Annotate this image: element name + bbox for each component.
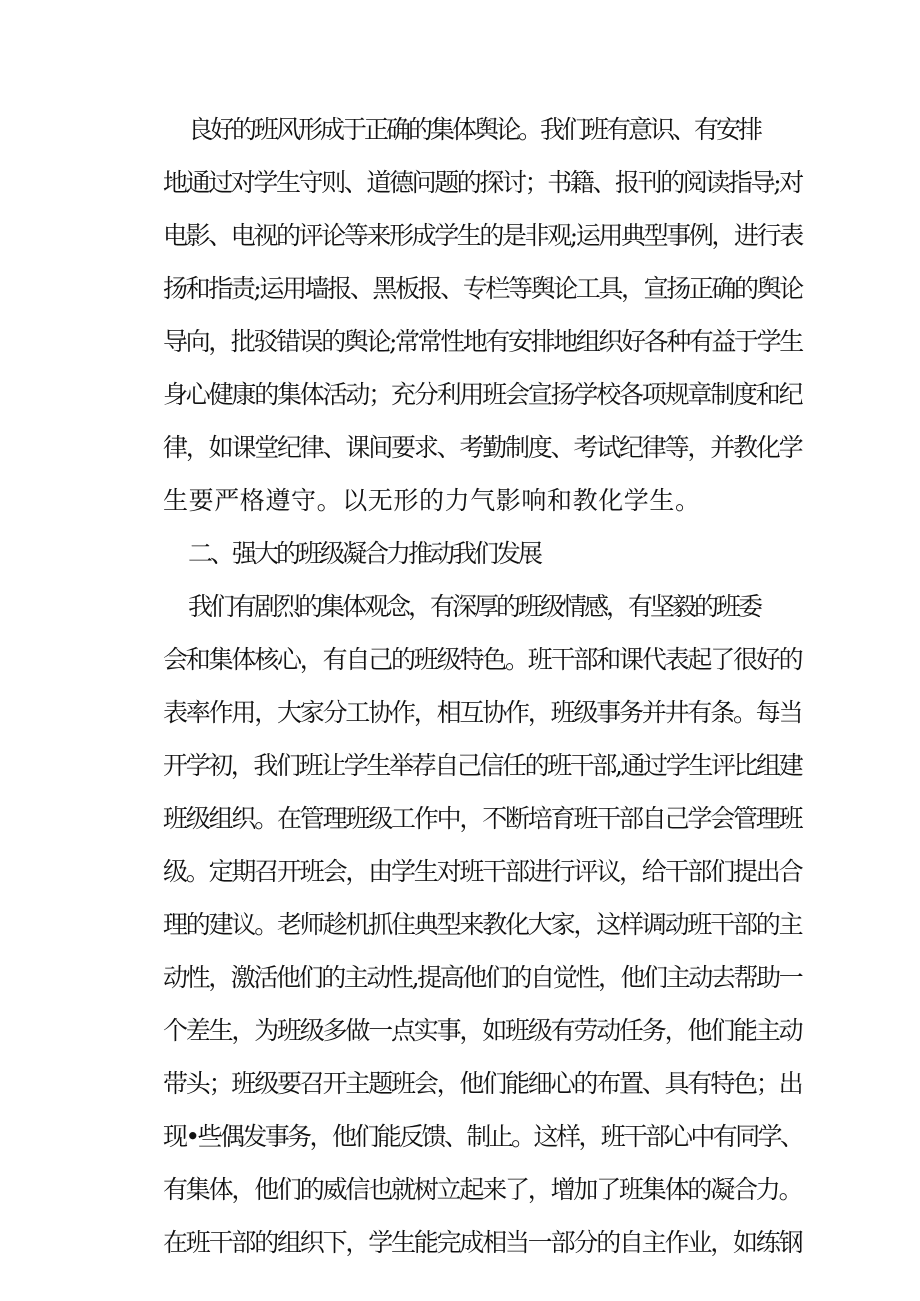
paragraph-line: 带头；班级要召开主题班会，他们能细心的布置、具有特色；出 [163, 1069, 802, 1098]
paragraph-line: 电影、电视的评论等来形成学生的是非观;运用典型事例，进行表 [163, 221, 802, 250]
paragraph-line: 地通过对学生守则、道德问题的探讨；书籍、报刊的阅读指导;对 [163, 168, 802, 197]
section-heading: 二、强大的班级凝合力推动我们发展 [188, 539, 541, 568]
paragraph-line: 开学初，我们班让学生举荐自己信任的班干部,通过学生评比组建 [163, 751, 802, 780]
paragraph-line: 理的建议。老师趁机抓住典型来教化大家，这样调动班干部的主 [163, 910, 802, 939]
paragraph-line: 个差生，为班级多做一点实事，如班级有劳动任务，他们能主动 [163, 1016, 802, 1045]
paragraph-line: 在班干部的组织下，学生能完成相当一部分的自主作业，如练钢 [163, 1228, 802, 1257]
paragraph-line: 扬和指责;运用墙报、黑板报、专栏等舆论工具，宣扬正确的舆论 [163, 274, 802, 303]
paragraph-line: 表率作用，大家分工协作，相互协作，班级事务并井有条。每当 [163, 698, 802, 727]
paragraph-line: 动性，激活他们的主动性,提高他们的自觉性，他们主动去帮助一 [163, 963, 802, 992]
paragraph-line: 班级组织。在管理班级工作中，不断培育班干部自己学会管理班 [163, 804, 802, 833]
paragraph-line: 生要严格遵守。以无形的力气影响和教化学生。 [163, 486, 701, 515]
paragraph-line: 身心健康的集体活动；充分利用班会宣扬学校各项规章制度和纪 [163, 380, 802, 409]
paragraph-line: 级。定期召开班会，由学生对班干部进行评议，给干部们提出合 [163, 857, 802, 886]
paragraph-line: 我们有剧烈的集体观念，有深厚的班级情感，有坚毅的班委 [188, 592, 761, 621]
paragraph-line: 律，如课堂纪律、课间要求、考勤制度、考试纪律等，并教化学 [163, 433, 802, 462]
paragraph-line: 有集体，他们的威信也就树立起来了，增加了班集体的凝合力。 [163, 1175, 802, 1204]
paragraph-line: 现•些偶发事务，他们能反馈、制止。这样，班干部心中有同学、 [163, 1122, 803, 1151]
paragraph-line: 导向，批驳错误的舆论;常常性地有安排地组织好各种有益于学生 [163, 327, 802, 356]
paragraph-line: 良好的班风形成于正确的集体舆论。我们班有意识、有安排 [188, 115, 761, 144]
paragraph-line: 会和集体核心，有自己的班级特色。班干部和课代表起了很好的 [163, 645, 802, 674]
